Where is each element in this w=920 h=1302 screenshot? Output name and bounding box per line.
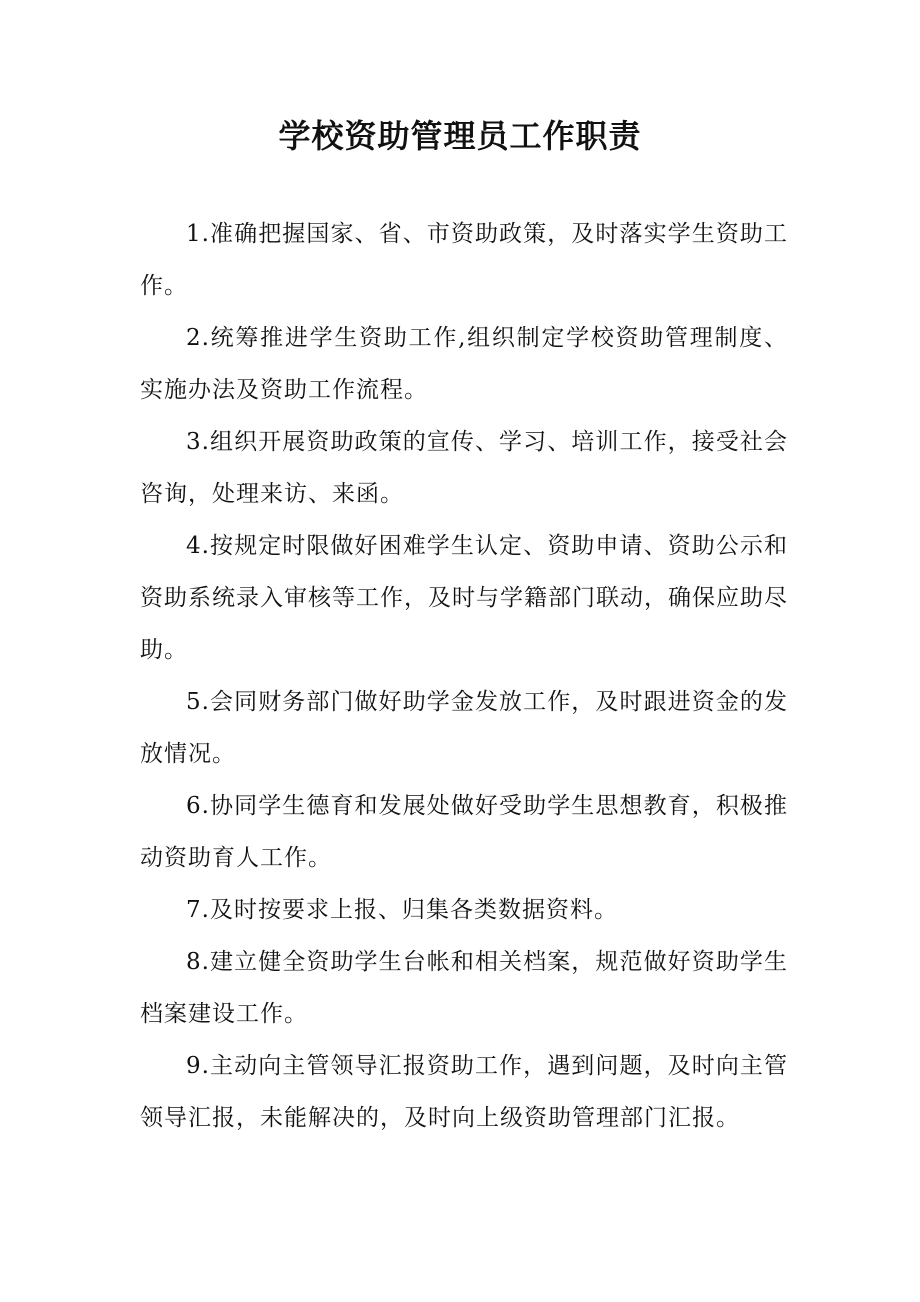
duty-list <box>140 208 788 1144</box>
duty-item-3: 3.组织开展资助政策的宣传、学习、培训工作，接受社会咨询，处理来访、来函。 <box>140 429 788 507</box>
document-title: 学校资助管理员工作职责 <box>278 117 642 155</box>
duty-item-1: 1.准确把握国家、省、市资助政策，及时落实学生资助工作。 <box>140 221 788 299</box>
duty-item-9: 9.主动向主管领导汇报资助工作，遇到问题，及时向主管领导汇报，未能解决的，及时向上级资助管理部门汇报。 <box>140 1053 788 1131</box>
duty-item-8: 8.建立健全资助学生台帐和相关档案，规范做好资助学生档案建设工作。 <box>140 949 788 1027</box>
duty-item-5: 5.会同财务部门做好助学金发放工作，及时跟进资金的发放情况。 <box>140 689 788 767</box>
duty-item-6: 6.协同学生德育和发展处做好受助学生思想教育，积极推动资助育人工作。 <box>140 793 788 871</box>
duty-item-4: 4.按规定时限做好困难学生认定、资助申请、资助公示和资助系统录入审核等工作，及时与学籍部门联动，确保应助尽助。 <box>140 533 788 663</box>
duty-item-2: 2.统筹推进学生资助工作,组织制定学校资助管理制度、实施办法及资助工作流程。 <box>140 325 788 403</box>
duty-item-7: 7.及时按要求上报、归集各类数据资料。 <box>186 897 618 923</box>
